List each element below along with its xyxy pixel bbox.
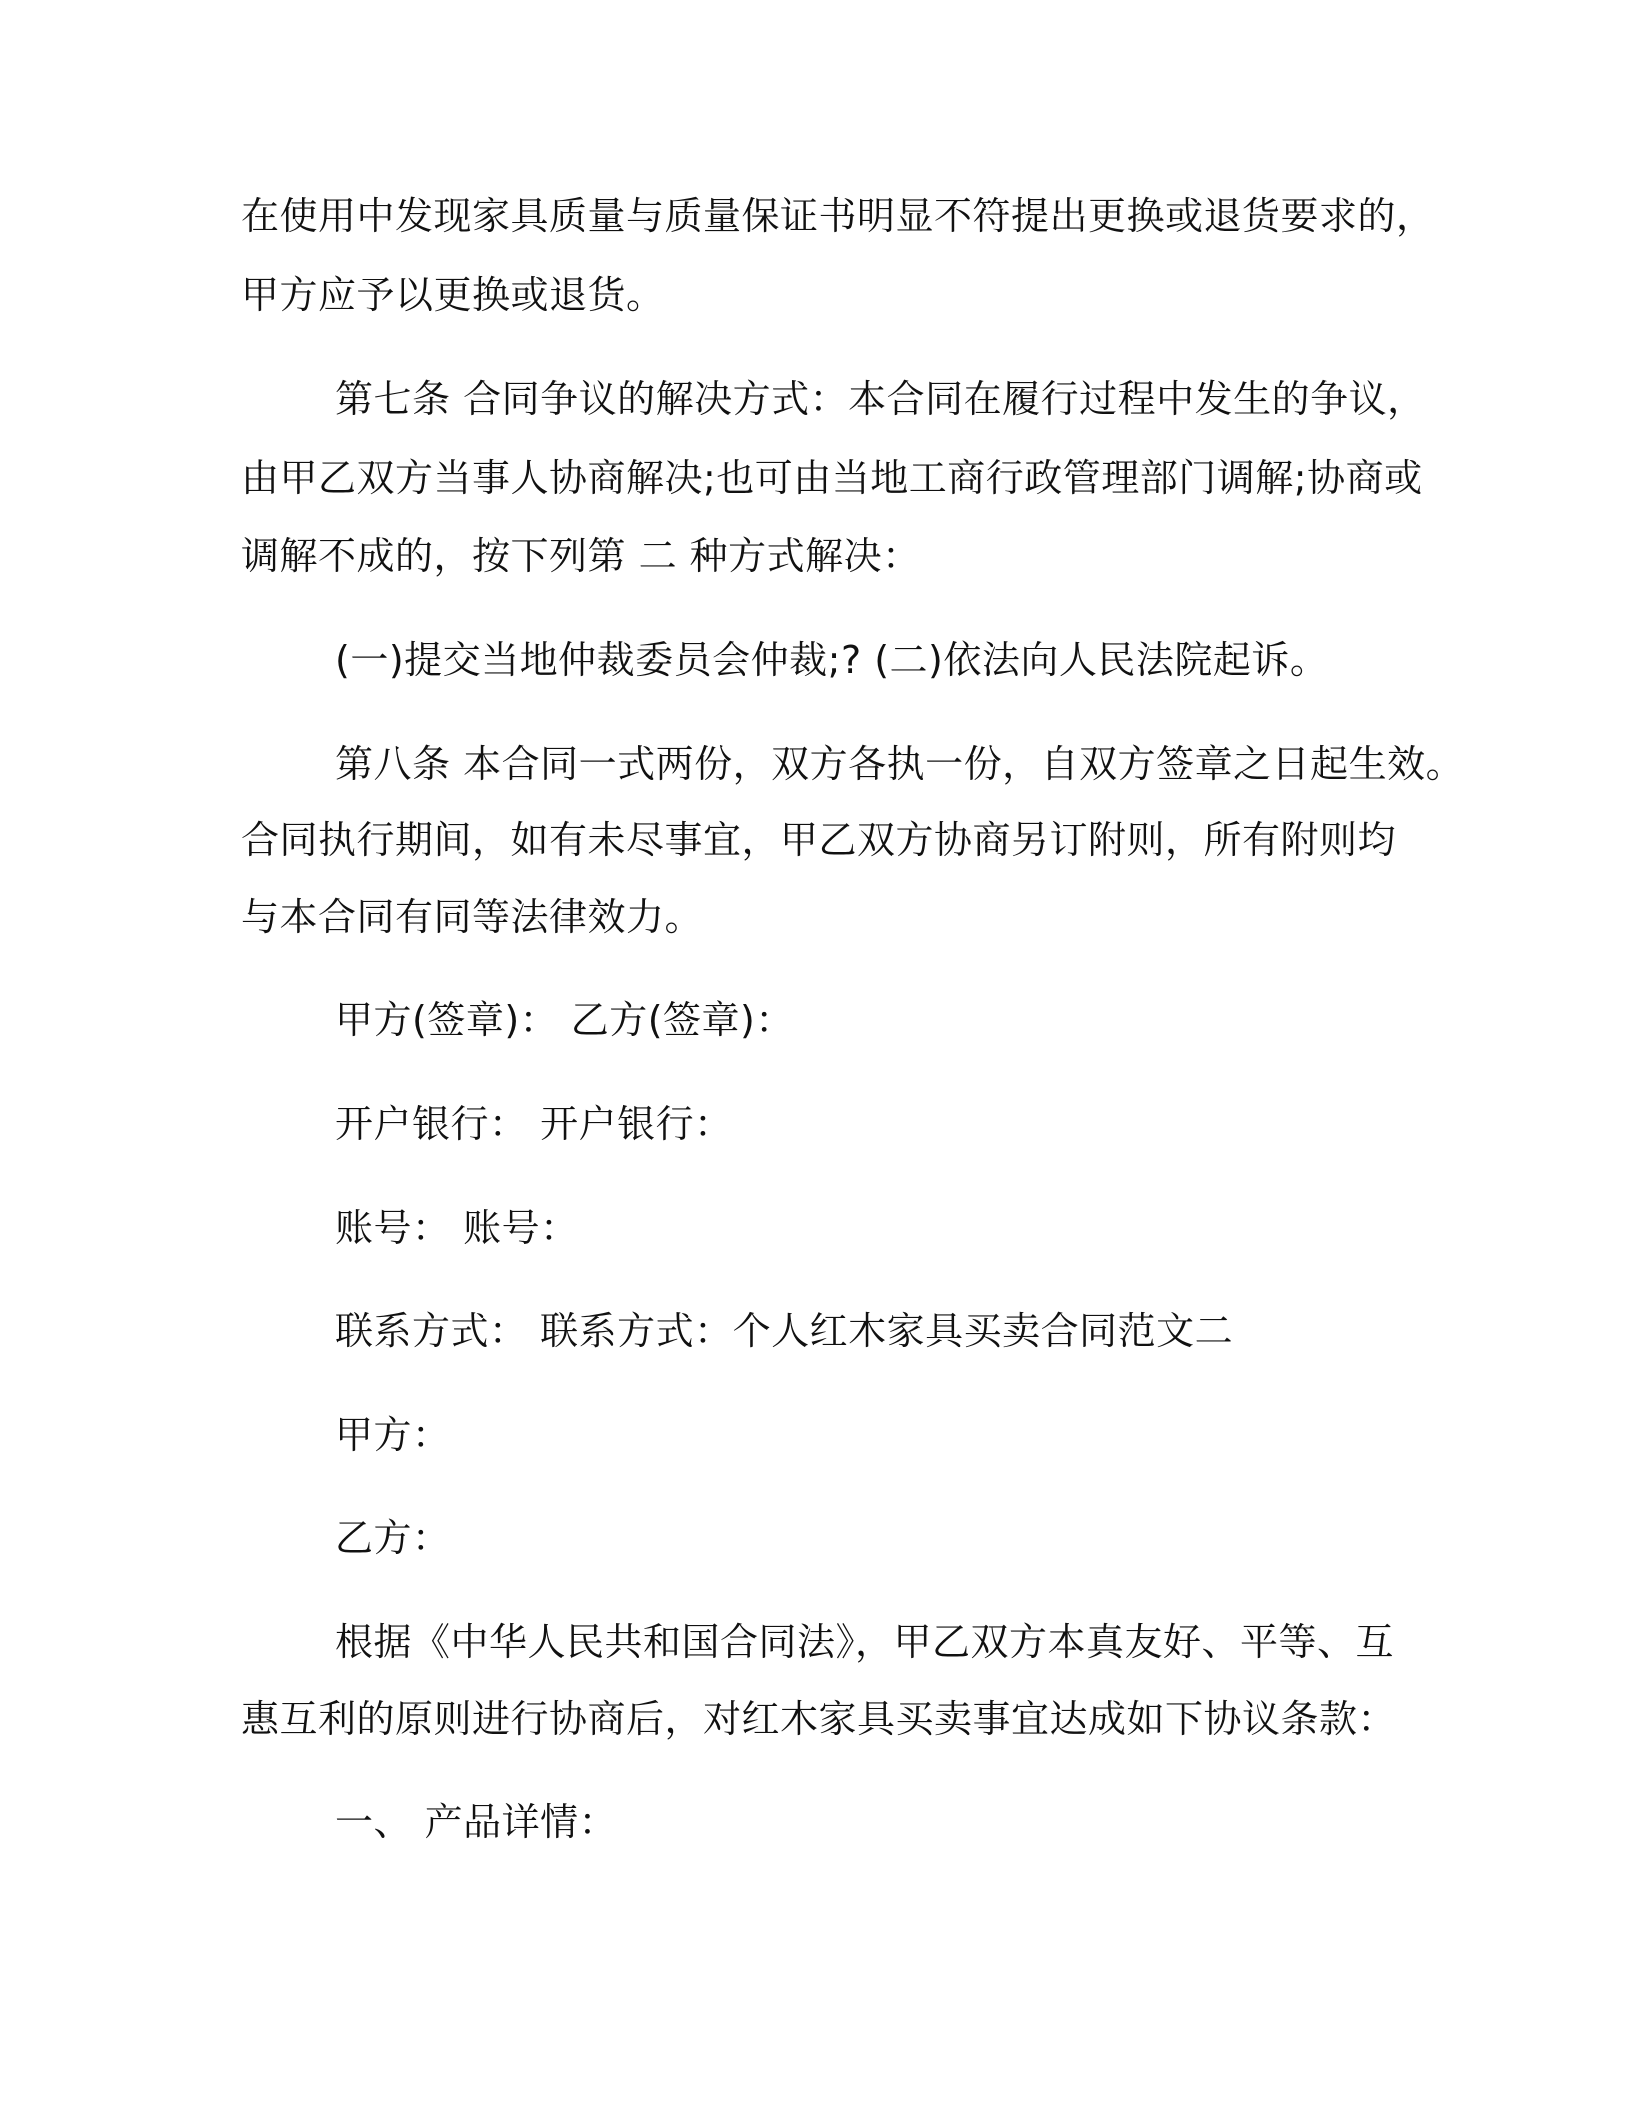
- article-7-line-2: 由甲乙双方当事人协商解决;也可由当地工商行政管理部门调解;协商或: [241, 456, 1423, 500]
- party-b-line: 乙方：: [335, 1516, 451, 1560]
- contact-line: 联系方式： 联系方式：个人红木家具买卖合同范文二: [335, 1309, 1234, 1353]
- section-1-heading: 一、 产品详情：: [335, 1800, 618, 1844]
- article-7-heading-line: 第七条 合同争议的解决方式：本合同在履行过程中发生的争议，: [335, 377, 1426, 421]
- signature-line: 甲方(签章)： 乙方(签章)：: [335, 998, 794, 1042]
- intro-line-2: 惠互利的原则进行协商后，对红木家具买卖事宜达成如下协议条款：: [241, 1697, 1397, 1741]
- intro-line-1: 根据《中华人民共和国合同法》，甲乙双方本真友好、平等、互: [335, 1620, 1395, 1664]
- text-line-quality-requirement: 在使用中发现家具质量与质量保证书明显不符提出更换或退货要求的，: [241, 194, 1435, 238]
- article-8-line-2: 合同执行期间，如有未尽事宜，甲乙双方协商另订附则，所有附则均: [241, 818, 1397, 862]
- article-7-line-3: 调解不成的，按下列第 二 种方式解决：: [241, 534, 921, 578]
- account-line: 账号： 账号：: [335, 1206, 579, 1250]
- text-line-replacement: 甲方应予以更换或退货。: [241, 273, 665, 317]
- article-8-line-3: 与本合同有同等法律效力。: [241, 895, 704, 939]
- article-8-heading-line: 第八条 本合同一式两份，双方各执一份，自双方签章之日起生效。: [335, 742, 1465, 786]
- bank-line: 开户银行： 开户银行：: [335, 1102, 733, 1146]
- dispute-options-line: (一)提交当地仲裁委员会仲裁;? (二)依法向人民法院起诉。: [335, 638, 1329, 682]
- party-a-line: 甲方：: [335, 1413, 451, 1457]
